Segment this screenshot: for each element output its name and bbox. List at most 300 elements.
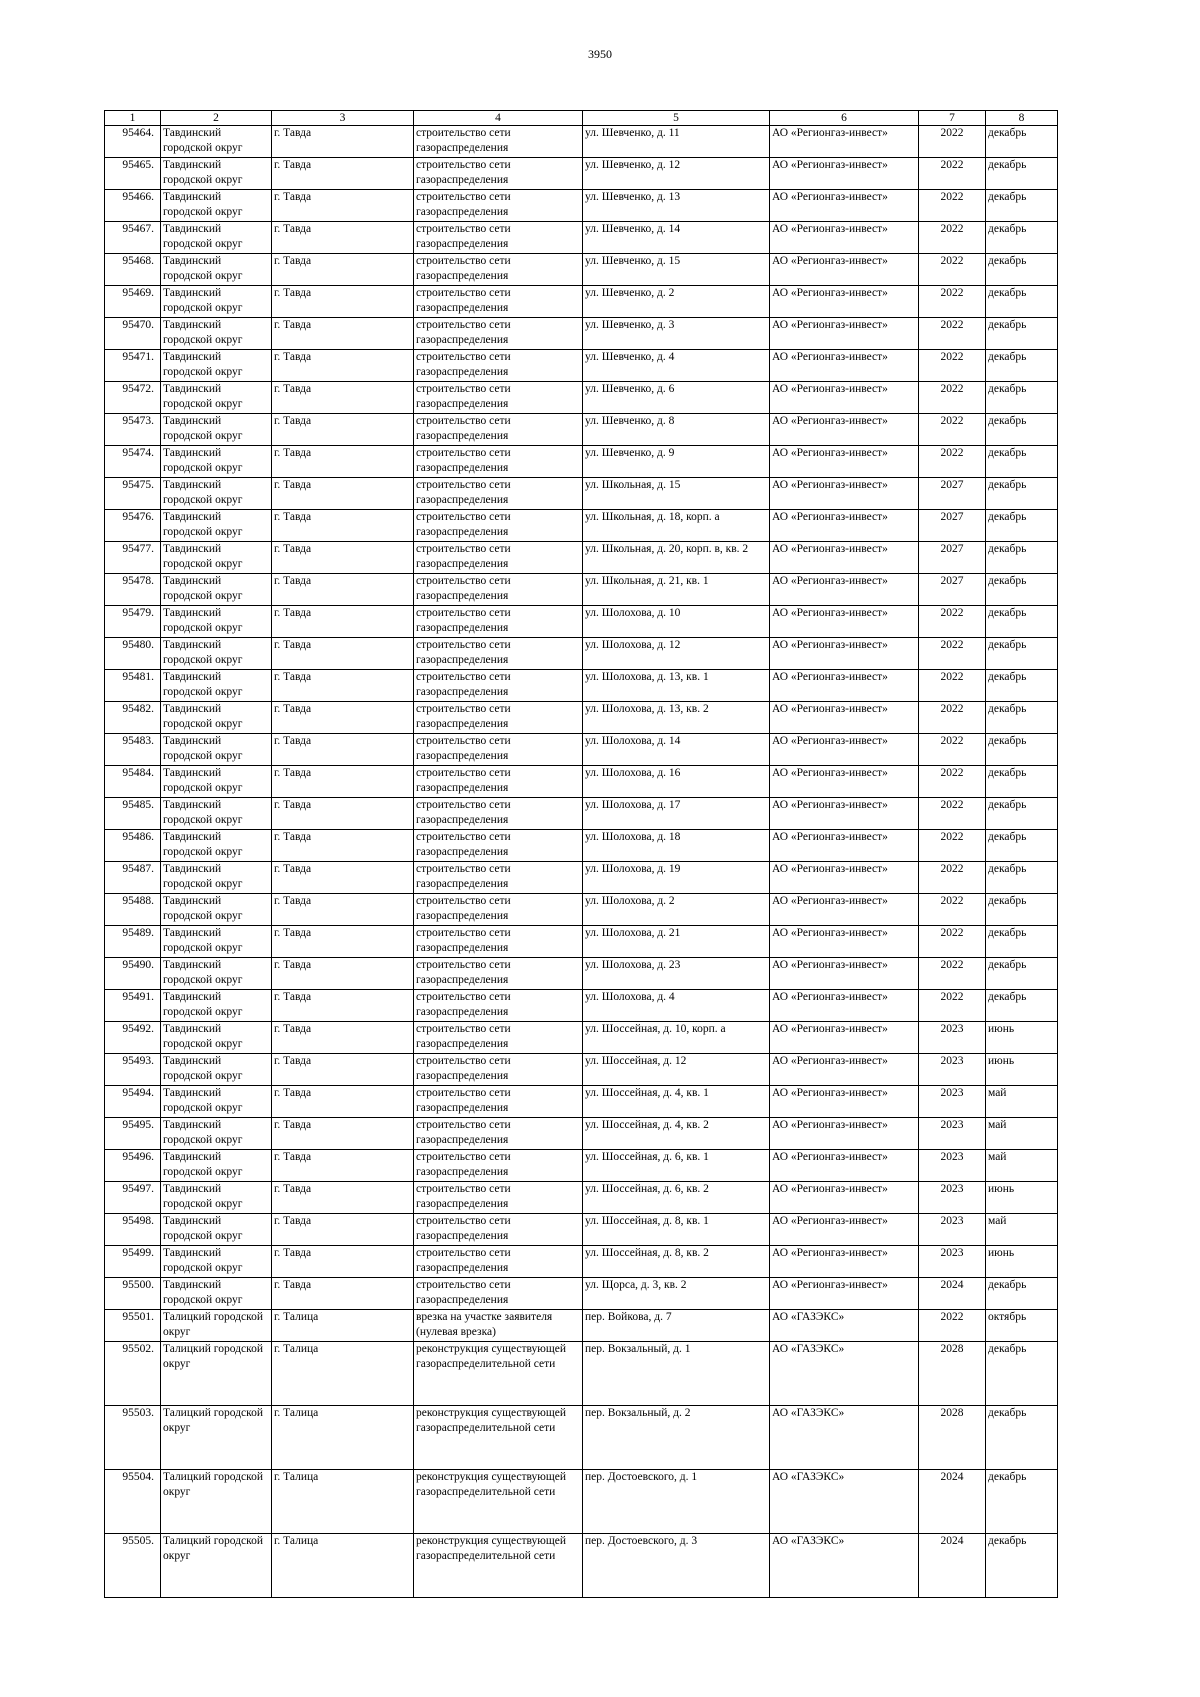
row-number-cell: 95496. [105,1150,161,1182]
year-cell: 2027 [919,510,986,542]
month-cell: декабрь [986,894,1058,926]
settlement-cell: г. Тавда [272,446,414,478]
settlement-cell: г. Тавда [272,830,414,862]
organization-cell: АО «Регионгаз-инвест» [770,734,919,766]
organization-cell: АО «Регионгаз-инвест» [770,382,919,414]
year-cell: 2023 [919,1246,986,1278]
settlement-cell: г. Тавда [272,766,414,798]
row-number-cell: 95486. [105,830,161,862]
row-number-cell: 95497. [105,1182,161,1214]
table-row [105,1150,1058,1182]
year-cell: 2022 [919,894,986,926]
month-cell: октябрь [986,1310,1058,1342]
row-number-cell: 95502. [105,1342,161,1406]
organization-cell: АО «Регионгаз-инвест» [770,510,919,542]
organization-cell: АО «Регионгаз-инвест» [770,1086,919,1118]
address-cell: ул. Шолохова, д. 13, кв. 1 [583,670,770,702]
settlement-cell: г. Тавда [272,862,414,894]
organization-cell: АО «Регионгаз-инвест» [770,766,919,798]
work-type-cell: строительство сети газораспределения [414,222,583,254]
settlement-cell: г. Тавда [272,1118,414,1150]
settlement-cell: г. Тавда [272,542,414,574]
table-row [105,894,1058,926]
address-cell: ул. Шоссейная, д. 10, корп. а [583,1022,770,1054]
work-type-cell: строительство сети газораспределения [414,158,583,190]
row-number-cell: 95493. [105,1054,161,1086]
organization-cell: АО «Регионгаз-инвест» [770,862,919,894]
month-cell: декабрь [986,734,1058,766]
municipality-cell: Тавдинский городской округ [161,318,272,350]
organization-cell: АО «Регионгаз-инвест» [770,1118,919,1150]
address-cell: ул. Шолохова, д. 21 [583,926,770,958]
organization-cell: АО «Регионгаз-инвест» [770,574,919,606]
municipality-cell: Тавдинский городской округ [161,958,272,990]
table-row [105,638,1058,670]
year-cell: 2023 [919,1150,986,1182]
year-cell: 2022 [919,670,986,702]
table-row [105,1534,1058,1598]
address-cell: ул. Шевченко, д. 8 [583,414,770,446]
month-cell: декабрь [986,414,1058,446]
table-row [105,510,1058,542]
municipality-cell: Тавдинский городской округ [161,1054,272,1086]
table-row [105,1406,1058,1470]
work-type-cell: строительство сети газораспределения [414,1118,583,1150]
month-cell: декабрь [986,926,1058,958]
work-type-cell: реконструкция существующей газораспределительной сети [414,1342,583,1406]
municipality-cell: Тавдинский городской округ [161,702,272,734]
work-type-cell: строительство сети газораспределения [414,446,583,478]
address-cell: ул. Шоссейная, д. 6, кв. 1 [583,1150,770,1182]
page-number: 3950 [588,47,612,61]
table-row [105,1342,1058,1406]
table-row [105,734,1058,766]
year-cell: 2022 [919,382,986,414]
column-header: 2 [161,111,272,126]
header-row [105,111,1058,126]
year-cell: 2022 [919,702,986,734]
address-cell: ул. Шолохова, д. 23 [583,958,770,990]
settlement-cell: г. Тавда [272,638,414,670]
row-number-cell: 95476. [105,510,161,542]
year-cell: 2023 [919,1086,986,1118]
year-cell: 2027 [919,574,986,606]
table-row [105,1182,1058,1214]
row-number-cell: 95478. [105,574,161,606]
organization-cell: АО «Регионгаз-инвест» [770,1246,919,1278]
organization-cell: АО «Регионгаз-инвест» [770,670,919,702]
municipality-cell: Тавдинский городской округ [161,1150,272,1182]
municipality-cell: Тавдинский городской округ [161,510,272,542]
organization-cell: АО «Регионгаз-инвест» [770,638,919,670]
month-cell: декабрь [986,222,1058,254]
municipality-cell: Тавдинский городской округ [161,606,272,638]
address-cell: ул. Шевченко, д. 12 [583,158,770,190]
address-cell: ул. Шолохова, д. 19 [583,862,770,894]
address-cell: ул. Шолохова, д. 16 [583,766,770,798]
organization-cell: АО «Регионгаз-инвест» [770,126,919,158]
work-type-cell: реконструкция существующей газораспределительной сети [414,1470,583,1534]
column-header: 3 [272,111,414,126]
table-row [105,606,1058,638]
row-number-cell: 95471. [105,350,161,382]
settlement-cell: г. Тавда [272,350,414,382]
table-row [105,1310,1058,1342]
address-cell: ул. Щорса, д. 3, кв. 2 [583,1278,770,1310]
row-number-cell: 95489. [105,926,161,958]
table-row [105,414,1058,446]
year-cell: 2022 [919,766,986,798]
municipality-cell: Тавдинский городской округ [161,990,272,1022]
column-header: 6 [770,111,919,126]
settlement-cell: г. Талица [272,1534,414,1598]
row-number-cell: 95470. [105,318,161,350]
organization-cell: АО «Регионгаз-инвест» [770,286,919,318]
year-cell: 2022 [919,606,986,638]
address-cell: пер. Вокзальный, д. 2 [583,1406,770,1470]
row-number-cell: 95477. [105,542,161,574]
settlement-cell: г. Талица [272,1470,414,1534]
table-row [105,382,1058,414]
year-cell: 2023 [919,1118,986,1150]
table-row [105,1214,1058,1246]
settlement-cell: г. Тавда [272,1086,414,1118]
work-type-cell: строительство сети газораспределения [414,958,583,990]
table-row [105,1246,1058,1278]
address-cell: ул. Школьная, д. 18, корп. а [583,510,770,542]
table-row [105,990,1058,1022]
month-cell: декабрь [986,254,1058,286]
address-cell: ул. Шевченко, д. 14 [583,222,770,254]
municipality-cell: Тавдинский городской округ [161,894,272,926]
municipality-cell: Тавдинский городской округ [161,478,272,510]
address-cell: ул. Шолохова, д. 17 [583,798,770,830]
work-type-cell: строительство сети газораспределения [414,318,583,350]
year-cell: 2027 [919,542,986,574]
organization-cell: АО «ГАЗЭКС» [770,1310,919,1342]
address-cell: ул. Шолохова, д. 10 [583,606,770,638]
municipality-cell: Тавдинский городской округ [161,414,272,446]
month-cell: декабрь [986,542,1058,574]
organization-cell: АО «ГАЗЭКС» [770,1534,919,1598]
work-type-cell: строительство сети газораспределения [414,734,583,766]
row-number-cell: 95469. [105,286,161,318]
organization-cell: АО «Регионгаз-инвест» [770,446,919,478]
year-cell: 2022 [919,638,986,670]
year-cell: 2024 [919,1470,986,1534]
settlement-cell: г. Тавда [272,1182,414,1214]
year-cell: 2022 [919,734,986,766]
month-cell: декабрь [986,446,1058,478]
settlement-cell: г. Тавда [272,478,414,510]
settlement-cell: г. Тавда [272,670,414,702]
work-type-cell: строительство сети газораспределения [414,190,583,222]
table-row [105,574,1058,606]
work-type-cell: строительство сети газораспределения [414,702,583,734]
year-cell: 2022 [919,286,986,318]
month-cell: июнь [986,1246,1058,1278]
year-cell: 2022 [919,1310,986,1342]
address-cell: ул. Шевченко, д. 2 [583,286,770,318]
address-cell: ул. Шолохова, д. 13, кв. 2 [583,702,770,734]
organization-cell: АО «Регионгаз-инвест» [770,222,919,254]
settlement-cell: г. Тавда [272,126,414,158]
row-number-cell: 95498. [105,1214,161,1246]
month-cell: декабрь [986,158,1058,190]
month-cell: декабрь [986,702,1058,734]
address-cell: ул. Шоссейная, д. 4, кв. 2 [583,1118,770,1150]
month-cell: май [986,1150,1058,1182]
address-cell: ул. Шоссейная, д. 8, кв. 2 [583,1246,770,1278]
organization-cell: АО «Регионгаз-инвест» [770,478,919,510]
work-type-cell: строительство сети газораспределения [414,510,583,542]
work-type-cell: строительство сети газораспределения [414,1086,583,1118]
month-cell: декабрь [986,830,1058,862]
work-type-cell: строительство сети газораспределения [414,606,583,638]
row-number-cell: 95491. [105,990,161,1022]
municipality-cell: Тавдинский городской округ [161,574,272,606]
row-number-cell: 95468. [105,254,161,286]
municipality-cell: Тавдинский городской округ [161,1182,272,1214]
table-row [105,318,1058,350]
work-type-cell: строительство сети газораспределения [414,1150,583,1182]
municipality-cell: Тавдинский городской округ [161,126,272,158]
month-cell: декабрь [986,478,1058,510]
year-cell: 2028 [919,1342,986,1406]
organization-cell: АО «Регионгаз-инвест» [770,158,919,190]
month-cell: декабрь [986,126,1058,158]
year-cell: 2022 [919,798,986,830]
settlement-cell: г. Тавда [272,1150,414,1182]
row-number-cell: 95484. [105,766,161,798]
month-cell: май [986,1086,1058,1118]
table-row [105,542,1058,574]
settlement-cell: г. Талица [272,1342,414,1406]
organization-cell: АО «Регионгаз-инвест» [770,1022,919,1054]
year-cell: 2027 [919,478,986,510]
column-header: 1 [105,111,161,126]
address-cell: ул. Шолохова, д. 4 [583,990,770,1022]
month-cell: июнь [986,1022,1058,1054]
table-row [105,862,1058,894]
work-type-cell: строительство сети газораспределения [414,286,583,318]
municipality-cell: Тавдинский городской округ [161,254,272,286]
row-number-cell: 95466. [105,190,161,222]
month-cell: декабрь [986,766,1058,798]
row-number-cell: 95481. [105,670,161,702]
table-row [105,222,1058,254]
table-row [105,926,1058,958]
address-cell: пер. Войкова, д. 7 [583,1310,770,1342]
row-number-cell: 95504. [105,1470,161,1534]
table-row [105,1086,1058,1118]
organization-cell: АО «Регионгаз-инвест» [770,798,919,830]
address-cell: ул. Шевченко, д. 13 [583,190,770,222]
table-row [105,446,1058,478]
settlement-cell: г. Тавда [272,510,414,542]
row-number-cell: 95488. [105,894,161,926]
year-cell: 2022 [919,158,986,190]
settlement-cell: г. Тавда [272,318,414,350]
month-cell: декабрь [986,510,1058,542]
municipality-cell: Талицкий городской округ [161,1534,272,1598]
year-cell: 2022 [919,126,986,158]
settlement-cell: г. Тавда [272,1246,414,1278]
work-type-cell: строительство сети газораспределения [414,254,583,286]
organization-cell: АО «Регионгаз-инвест» [770,254,919,286]
organization-cell: АО «ГАЗЭКС» [770,1406,919,1470]
month-cell: декабрь [986,990,1058,1022]
municipality-cell: Тавдинский городской округ [161,1118,272,1150]
month-cell: декабрь [986,350,1058,382]
municipality-cell: Талицкий городской округ [161,1406,272,1470]
table-row [105,254,1058,286]
address-cell: ул. Школьная, д. 20, корп. в, кв. 2 [583,542,770,574]
work-type-cell: реконструкция существующей газораспределительной сети [414,1534,583,1598]
table-row [105,766,1058,798]
month-cell: декабрь [986,1342,1058,1406]
row-number-cell: 95475. [105,478,161,510]
municipality-cell: Тавдинский городской округ [161,382,272,414]
settlement-cell: г. Тавда [272,1214,414,1246]
municipality-cell: Тавдинский городской округ [161,222,272,254]
organization-cell: АО «Регионгаз-инвест» [770,1182,919,1214]
row-number-cell: 95490. [105,958,161,990]
municipality-cell: Тавдинский городской округ [161,766,272,798]
organization-cell: АО «Регионгаз-инвест» [770,190,919,222]
address-cell: ул. Школьная, д. 15 [583,478,770,510]
year-cell: 2023 [919,1022,986,1054]
organization-cell: АО «Регионгаз-инвест» [770,990,919,1022]
address-cell: ул. Шевченко, д. 9 [583,446,770,478]
municipality-cell: Талицкий городской округ [161,1310,272,1342]
organization-cell: АО «Регионгаз-инвест» [770,1150,919,1182]
settlement-cell: г. Тавда [272,798,414,830]
row-number-cell: 95472. [105,382,161,414]
work-type-cell: строительство сети газораспределения [414,1246,583,1278]
organization-cell: АО «Регионгаз-инвест» [770,830,919,862]
municipality-cell: Тавдинский городской округ [161,1278,272,1310]
address-cell: ул. Шевченко, д. 4 [583,350,770,382]
year-cell: 2023 [919,1054,986,1086]
organization-cell: АО «Регионгаз-инвест» [770,318,919,350]
year-cell: 2022 [919,926,986,958]
settlement-cell: г. Тавда [272,414,414,446]
work-type-cell: строительство сети газораспределения [414,1278,583,1310]
municipality-cell: Тавдинский городской округ [161,446,272,478]
municipality-cell: Тавдинский городской округ [161,830,272,862]
table-row [105,478,1058,510]
row-number-cell: 95499. [105,1246,161,1278]
municipality-cell: Тавдинский городской округ [161,670,272,702]
address-cell: ул. Шоссейная, д. 6, кв. 2 [583,1182,770,1214]
work-type-cell: строительство сети газораспределения [414,542,583,574]
month-cell: декабрь [986,382,1058,414]
row-number-cell: 95505. [105,1534,161,1598]
address-cell: ул. Шоссейная, д. 12 [583,1054,770,1086]
address-cell: ул. Шолохова, д. 12 [583,638,770,670]
month-cell: декабрь [986,638,1058,670]
table-header [105,111,1058,126]
organization-cell: АО «Регионгаз-инвест» [770,894,919,926]
municipality-cell: Тавдинский городской округ [161,1086,272,1118]
settlement-cell: г. Тавда [272,702,414,734]
settlement-cell: г. Тавда [272,1022,414,1054]
table-row [105,286,1058,318]
work-type-cell: реконструкция существующей газораспределительной сети [414,1406,583,1470]
table-row [105,830,1058,862]
month-cell: декабрь [986,318,1058,350]
municipality-cell: Талицкий городской округ [161,1342,272,1406]
municipality-cell: Тавдинский городской округ [161,638,272,670]
organization-cell: АО «Регионгаз-инвест» [770,702,919,734]
work-type-cell: строительство сети газораспределения [414,1054,583,1086]
address-cell: ул. Школьная, д. 21, кв. 1 [583,574,770,606]
address-cell: пер. Достоевского, д. 1 [583,1470,770,1534]
month-cell: декабрь [986,958,1058,990]
table-row [105,1118,1058,1150]
municipality-cell: Тавдинский городской округ [161,862,272,894]
year-cell: 2024 [919,1278,986,1310]
address-cell: ул. Шолохова, д. 14 [583,734,770,766]
table-row [105,702,1058,734]
organization-cell: АО «Регионгаз-инвест» [770,350,919,382]
municipality-cell: Талицкий городской округ [161,1470,272,1534]
table-row [105,1054,1058,1086]
work-type-cell: строительство сети газораспределения [414,670,583,702]
work-type-cell: строительство сети газораспределения [414,350,583,382]
settlement-cell: г. Тавда [272,606,414,638]
work-type-cell: строительство сети газораспределения [414,926,583,958]
settlement-cell: г. Тавда [272,286,414,318]
month-cell: декабрь [986,190,1058,222]
year-cell: 2022 [919,318,986,350]
municipality-cell: Тавдинский городской округ [161,1214,272,1246]
settlement-cell: г. Тавда [272,1054,414,1086]
work-type-cell: строительство сети газораспределения [414,414,583,446]
municipality-cell: Тавдинский городской округ [161,190,272,222]
settlement-cell: г. Тавда [272,990,414,1022]
settlement-cell: г. Тавда [272,734,414,766]
table-row [105,126,1058,158]
row-number-cell: 95492. [105,1022,161,1054]
settlement-cell: г. Тавда [272,382,414,414]
work-type-cell: строительство сети газораспределения [414,1214,583,1246]
municipality-cell: Тавдинский городской округ [161,1246,272,1278]
row-number-cell: 95503. [105,1406,161,1470]
table-row [105,1278,1058,1310]
table-row [105,1470,1058,1534]
gas-network-table [104,110,1058,1598]
organization-cell: АО «Регионгаз-инвест» [770,414,919,446]
address-cell: ул. Шолохова, д. 18 [583,830,770,862]
table-row [105,190,1058,222]
organization-cell: АО «Регионгаз-инвест» [770,606,919,638]
row-number-cell: 95483. [105,734,161,766]
work-type-cell: строительство сети газораспределения [414,126,583,158]
year-cell: 2022 [919,190,986,222]
year-cell: 2023 [919,1182,986,1214]
month-cell: декабрь [986,798,1058,830]
address-cell: ул. Шоссейная, д. 8, кв. 1 [583,1214,770,1246]
month-cell: май [986,1214,1058,1246]
settlement-cell: г. Тавда [272,894,414,926]
column-header: 5 [583,111,770,126]
address-cell: пер. Вокзальный, д. 1 [583,1342,770,1406]
municipality-cell: Тавдинский городской округ [161,286,272,318]
month-cell: декабрь [986,862,1058,894]
address-cell: ул. Шевченко, д. 11 [583,126,770,158]
